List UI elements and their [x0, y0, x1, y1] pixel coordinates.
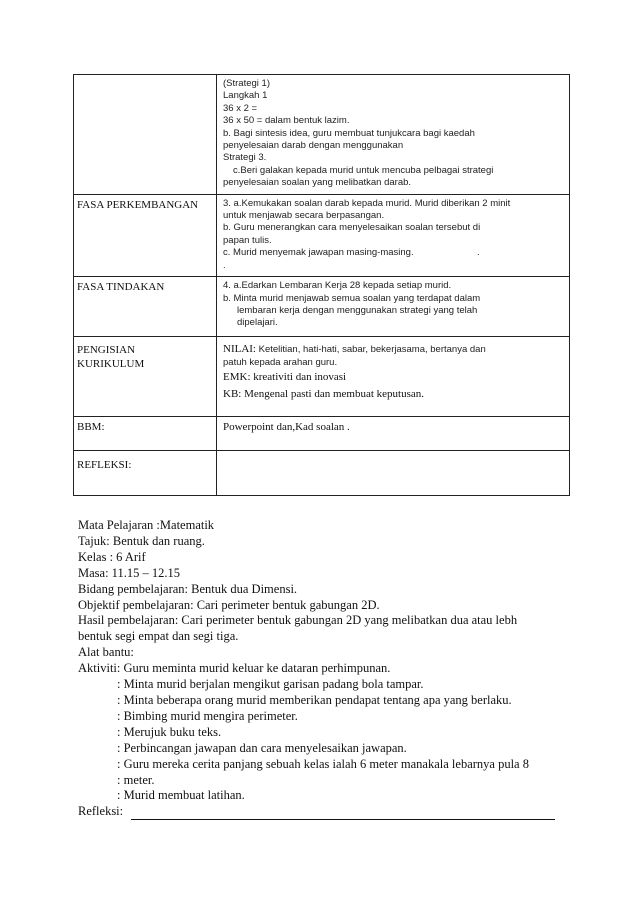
hasil-pembelajaran-line1: Hasil pembelajaran: Cari perimeter bentuk gabungan 2D yang melibatkan dua atau lebh	[78, 613, 518, 628]
strategy-row	[74, 75, 570, 195]
refleksi-line	[78, 804, 568, 820]
pengisian-content-overlay	[222, 353, 567, 367]
perkembangan-line: c. Murid menyemak jawapan masing-masing. .	[223, 247, 480, 259]
nilai-line: patuh kepada arahan guru.	[223, 356, 338, 368]
strategy-line: penyelesaian darab dengan menggunakan	[223, 140, 404, 152]
refleksi-label-text: Refleksi:	[78, 804, 124, 819]
strategy-label-cell	[74, 75, 217, 195]
aktiviti-item: : Minta murid berjalan mengikut garisan padang bola tampar.	[117, 677, 424, 692]
aktiviti-item: : Bimbing murid mengira perimeter.	[117, 708, 298, 723]
pengisian-kurikulum-row	[74, 337, 570, 417]
aktiviti-item: : Perbincangan jawapan dan cara menyelesaikan jawapan.	[117, 740, 407, 755]
hasil-pembelajaran-line2: bentuk segi empat dan segi tiga.	[78, 629, 239, 644]
bbm-label: BBM:	[74, 417, 217, 451]
perkembangan-line: 3. a.Kemukakan soalan darab kepada murid. Murid diberikan 2 minit	[223, 197, 511, 209]
aktiviti-item: : Merujuk buku teks.	[117, 724, 222, 739]
strategy-line: penyelesaian soalan yang melibatkan darab.	[223, 177, 412, 189]
strategy-line: (Strategi 1)	[223, 78, 270, 89]
bbm-value: Powerpoint dan,Kad soalan .	[217, 417, 570, 451]
fasa-perkembangan-content	[217, 194, 570, 276]
perkembangan-line: untuk menjawab secara berpasangan.	[223, 210, 385, 222]
masa: Masa: 11.15 – 12.15	[78, 565, 180, 580]
strategy-line: b. Bagi sintesis idea, guru membuat tunjukcara bagi kaedah	[223, 127, 475, 139]
tindakan-line: lembaran kerja dengan menggunakan strategi yang telah	[237, 304, 478, 316]
objektif-pembelajaran: Objektif pembelajaran: Cari perimeter bentuk gabungan 2D.	[78, 597, 380, 612]
fasa-tindakan-row	[74, 277, 570, 337]
strategy-line: Langkah 1	[223, 90, 268, 102]
refleksi-label: REFLEKSI:	[74, 451, 217, 496]
fasa-tindakan-content	[217, 277, 570, 337]
perkembangan-line: .	[223, 259, 226, 271]
kb-line: KB: Mengenal pasti dan membuat keputusan.	[223, 387, 425, 400]
refleksi-underline	[131, 808, 555, 820]
strategy-line: c.Beri galakan kepada murid untuk mencuba pelbagai strategi	[233, 164, 494, 176]
aktiviti-item: : meter.	[117, 772, 155, 787]
alat-bantu: Alat bantu:	[78, 645, 134, 660]
nilai-line: NILAI: Ketelitian, hati-hati, sabar, bekerjasama, bertanya dan	[223, 343, 486, 356]
strategy-line: 36 x 50 = dalam bentuk lazim.	[223, 115, 350, 127]
emk-line: EMK: kreativiti dan inovasi	[223, 370, 347, 383]
strategy-line: Strategi 3.	[223, 152, 267, 164]
bidang-pembelajaran: Bidang pembelajaran: Bentuk dua Dimensi.	[78, 581, 298, 596]
aktiviti-item: : Minta beberapa orang murid memberikan pendapat tentang apa yang berlaku.	[117, 692, 512, 707]
bbm-row	[74, 417, 570, 451]
tajuk: Tajuk: Bentuk dan ruang.	[78, 533, 205, 548]
mata-pelajaran: Mata Pelajaran :Matematik	[78, 518, 215, 532]
tindakan-line: b. Minta murid menjawab semua soalan yang terdapat dalam	[223, 292, 481, 304]
pengisian-label-line: KURIKULUM	[77, 358, 145, 371]
refleksi-row	[74, 451, 570, 496]
perkembangan-line: b. Guru menerangkan cara menyelesaikan soalan tersebut di	[223, 222, 481, 234]
fasa-perkembangan-label: FASA PERKEMBANGAN	[74, 194, 217, 276]
tindakan-line: dipelajari.	[237, 317, 278, 329]
pengisian-label-line: PENGISIAN	[77, 344, 136, 357]
lesson-details	[78, 518, 568, 820]
refleksi-value	[217, 451, 570, 496]
pengisian-kurikulum-content	[217, 337, 570, 417]
kelas: Kelas : 6 Arif	[78, 549, 146, 564]
strategy-content-cell	[217, 75, 570, 195]
pengisian-kurikulum-label	[74, 337, 217, 417]
aktiviti-item: : Murid membuat latihan.	[117, 788, 245, 803]
fasa-perkembangan-row	[74, 194, 570, 276]
tindakan-line: 4. a.Edarkan Lembaran Kerja 28 kepada setiap murid.	[223, 280, 452, 292]
aktiviti-first: Aktiviti: Guru meminta murid keluar ke dataran perhimpunan.	[78, 661, 391, 676]
perkembangan-line: papan tulis.	[223, 234, 272, 246]
aktiviti-item: : Guru mereka cerita panjang sebuah kelas ialah 6 meter manakala lebarnya pula 8	[117, 756, 529, 771]
lesson-plan-table	[73, 74, 570, 496]
strategy-line: 36 x 2 =	[223, 102, 258, 114]
fasa-tindakan-label: FASA TINDAKAN	[74, 277, 217, 337]
